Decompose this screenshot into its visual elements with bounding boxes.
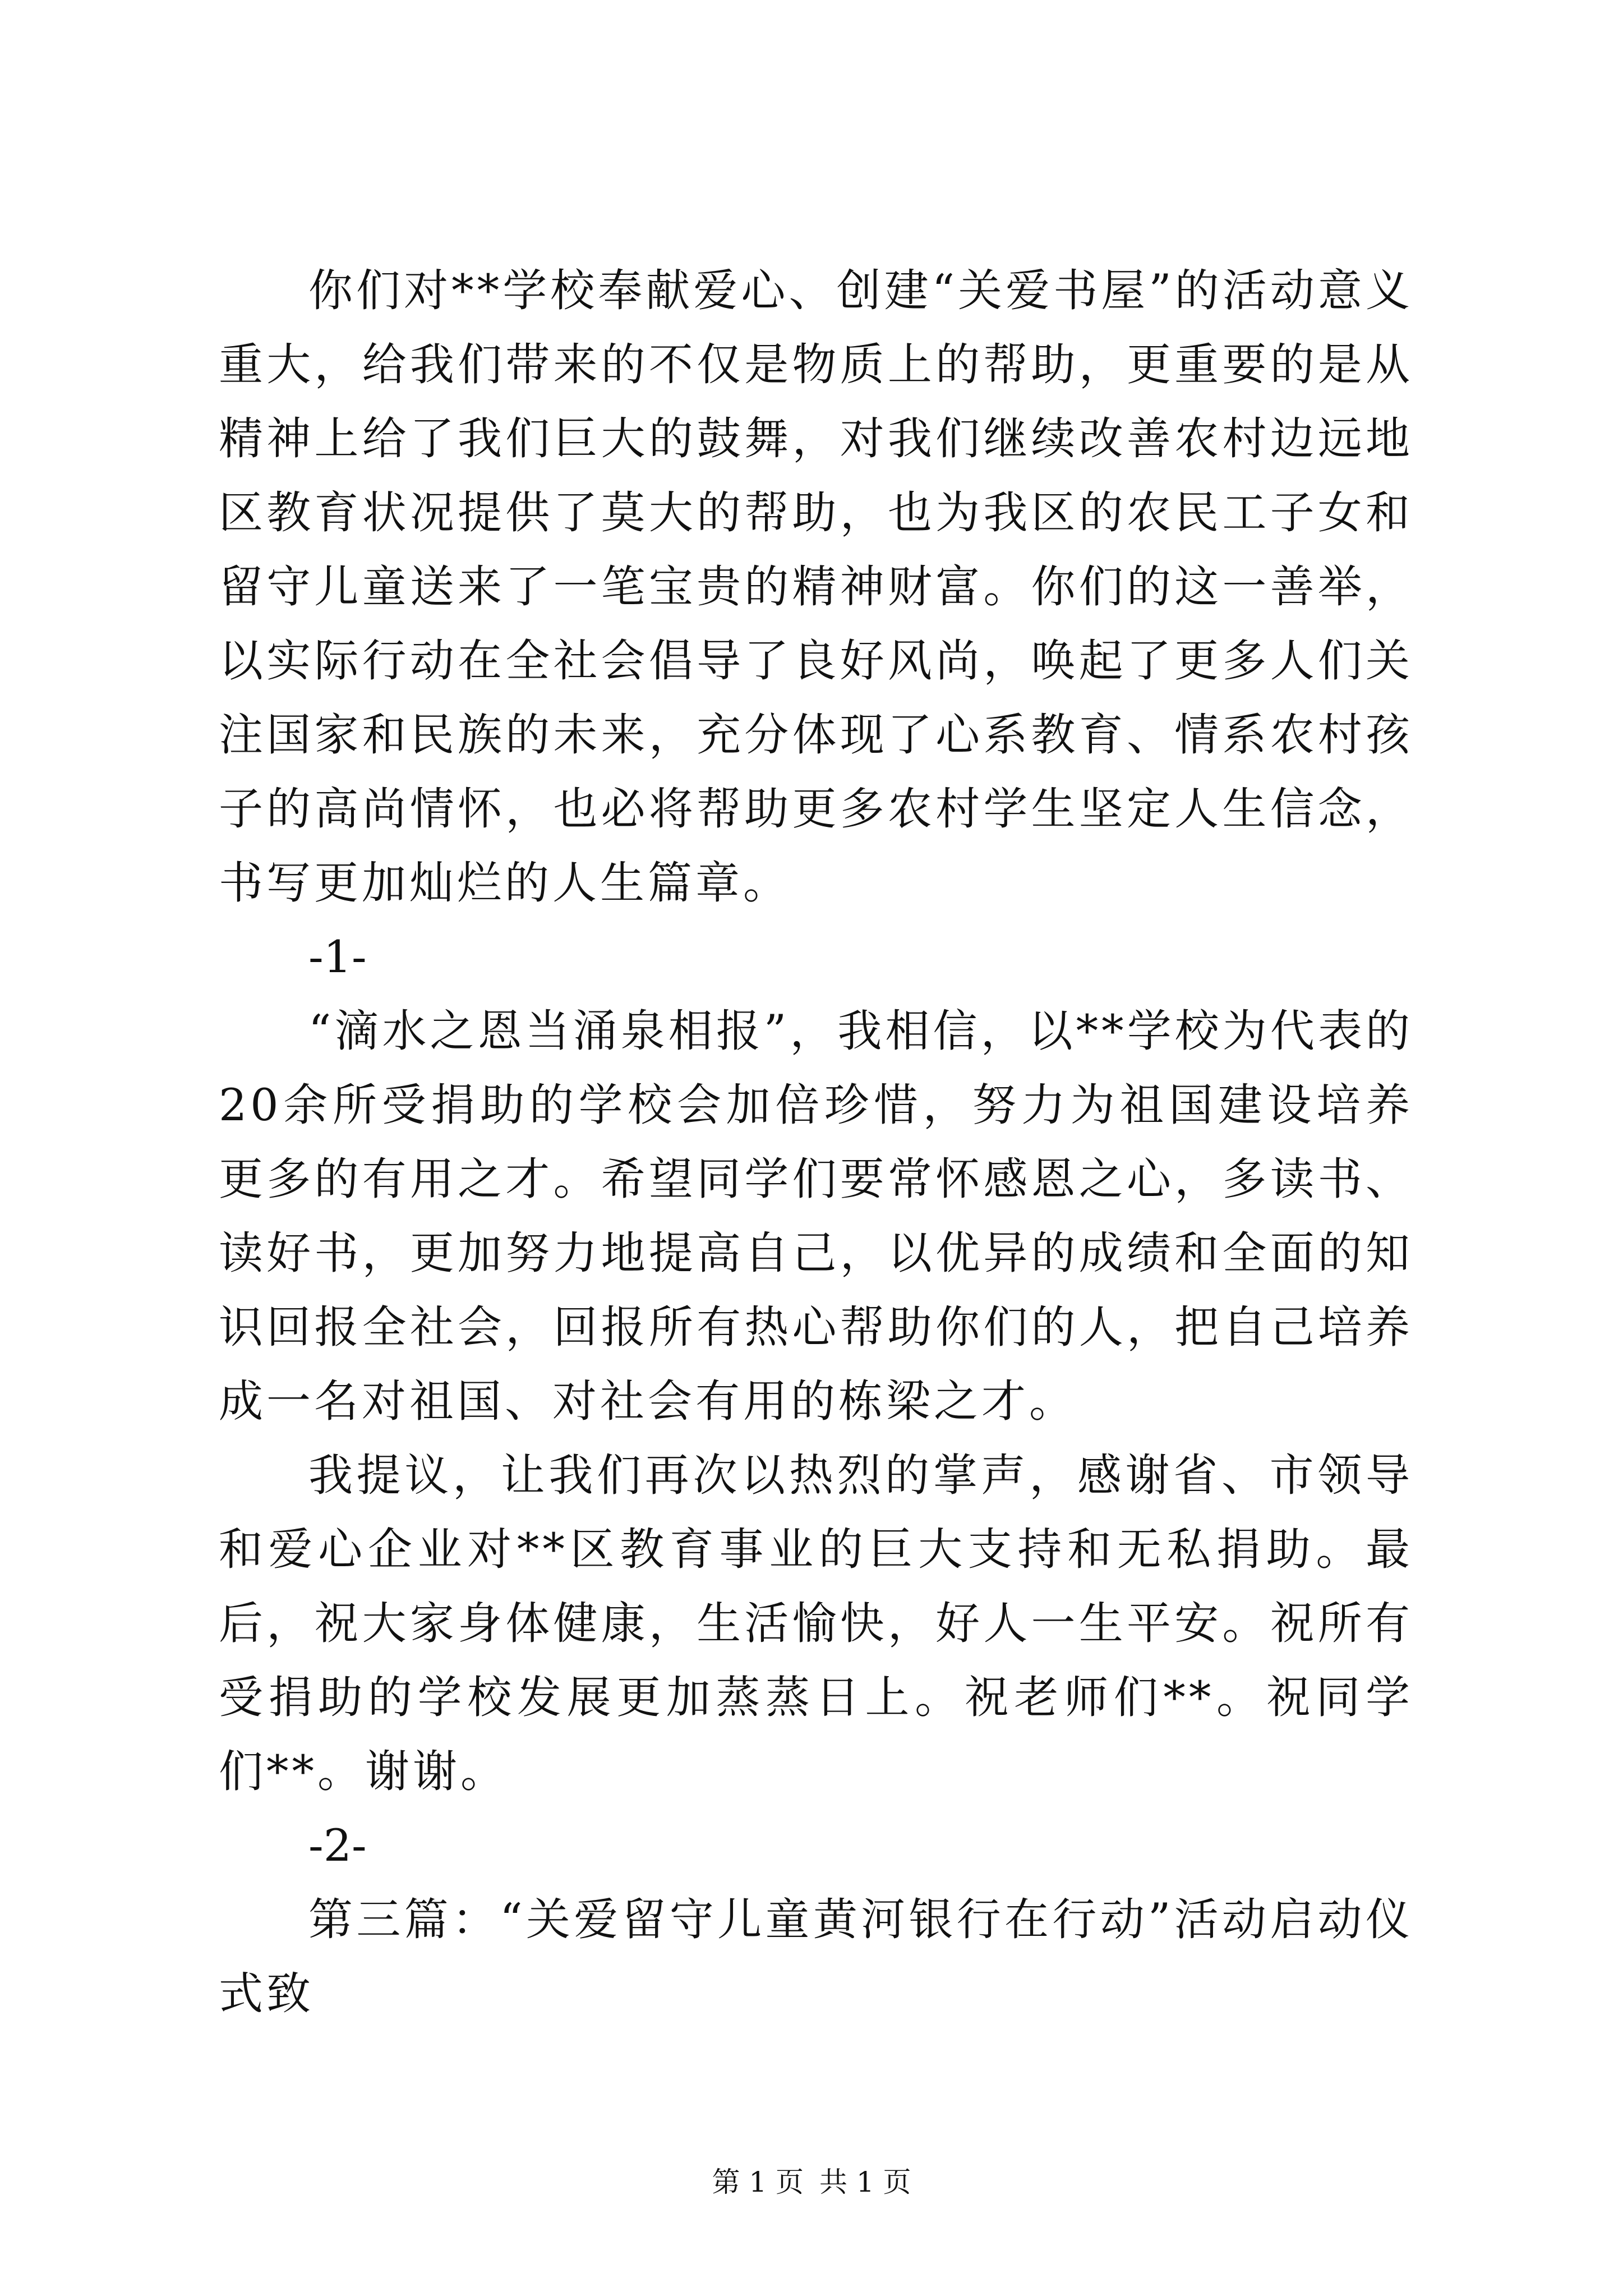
page-footer — [0, 2162, 1623, 2202]
page-marker-1: -1- — [308, 931, 367, 983]
paragraph-proposal: 我提议，让我们再次以热烈的掌声，感谢省、市领导和爱心企业对**区教育事业的巨大支持和无私捐助。最后，祝大家身体健康，生活愉快，好人一生平安。祝所有受捐助的学校发展更加蒸蒸日上。祝老师们**。祝同学们**。谢谢。 — [219, 1450, 1413, 1797]
footer-page-number: 第 1 页 — [712, 2166, 804, 2198]
footer-page-total: 共 1 页 — [819, 2166, 911, 2198]
paragraph-thanks: 你们对**学校奉献爱心、创建“关爱书屋”的活动意义重大，给我们带来的不仅是物质上的帮助，更重要的是从精神上给了我们巨大的鼓舞，对我们继续改善农村边远地区教育状况提供了莫大的帮助，也为我区的农民工子女和留守儿童送来了一笔宝贵的精神财富。你们的这一善举，以实际行动在全社会倡导了良好风尚，唤起了更多人们关注国家和民族的未来，充分体现了心系教育、情系农村孩子的高尚情怀，也必将帮助更多农村学生坚定人生信念，书写更加灿烂的人生篇章。 — [219, 265, 1413, 909]
page-marker-2: -2- — [308, 1820, 367, 1871]
document-body — [219, 254, 1413, 2031]
paragraph-third-article-title: 第三篇：“关爱留守儿童黄河银行在行动”活动启动仪式致 — [219, 1894, 1413, 2019]
paragraph-gratitude: “滴水之恩当涌泉相报”，我相信，以**学校为代表的20余所受捐助的学校会加倍珍惜，努力为祖国建设培养更多的有用之才。希望同学们要常怀感恩之心，多读书、读好书，更加努力地提高自己，以优异的成绩和全面的知识回报全社会，回报所有热心帮助你们的人，把自己培养成一名对祖国、对社会有用的栋梁之才。 — [219, 1005, 1413, 1427]
